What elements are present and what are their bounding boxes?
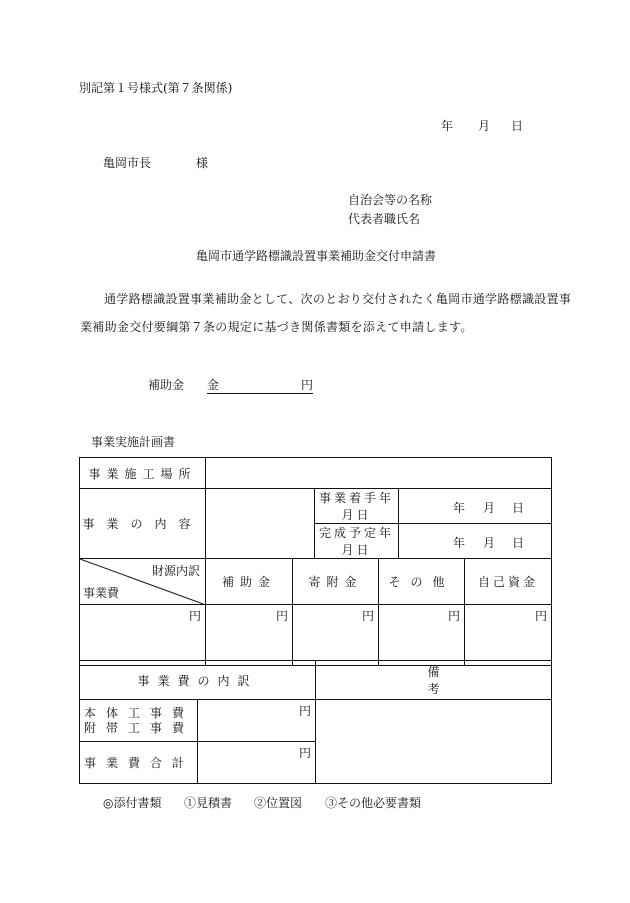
own-funds-amount-cell xyxy=(465,605,552,666)
body-line-1: 通学路標識設置事業補助金として、次のとおり交付されたく亀岡市通学路標識設置事 xyxy=(104,292,572,306)
yen-unit: 円 xyxy=(275,609,288,623)
site-label: 事業施工場所 xyxy=(80,458,206,489)
content-label: 事業の内容 xyxy=(80,489,206,559)
start-day: 日 xyxy=(512,501,525,515)
finish-month: 月 xyxy=(483,536,496,550)
attachment-location-map: ②位置図 xyxy=(254,796,303,810)
attachment-estimate: ①見積書 xyxy=(184,796,233,810)
subsidy-label: 補助金 xyxy=(148,378,185,392)
yen-unit: 円 xyxy=(299,746,312,760)
plan-table xyxy=(79,457,552,666)
finish-date-value xyxy=(399,524,552,559)
remarks-header: 備考 xyxy=(316,661,552,700)
col-subsidy: 補助金 xyxy=(206,559,293,605)
body-line-2: 業補助金交付要綱第７条の規定に基づき関係書類を添えて申請します。 xyxy=(80,320,473,334)
start-date-label: 事業着手年月日 xyxy=(315,489,399,524)
funding-breakdown-label: 財源内訳 xyxy=(151,564,200,578)
subsidy-amount-field xyxy=(207,378,313,394)
attachment-other: ③その他必要書類 xyxy=(325,796,422,810)
remarks-value xyxy=(316,700,552,784)
applicant-rep-label: 代表者職氏名 xyxy=(348,212,421,226)
date-day: 日 xyxy=(511,119,524,133)
total-cost-label: 事業費合計 xyxy=(80,742,198,784)
site-value xyxy=(206,458,552,489)
finish-date-label: 完成予定年月日 xyxy=(315,524,399,559)
cost-total-cell xyxy=(80,605,206,666)
subsidy-kin: 金 xyxy=(207,378,220,392)
yen-unit: 円 xyxy=(299,704,312,718)
yen-unit: 円 xyxy=(447,609,460,623)
attachments-label: ◎添付書類 xyxy=(103,796,162,810)
yen-unit: 円 xyxy=(188,609,201,623)
date-month: 月 xyxy=(478,119,491,133)
cost-breakdown-table xyxy=(79,660,552,784)
col-other: その他 xyxy=(379,559,465,605)
other-amount-cell xyxy=(379,605,465,666)
start-month: 月 xyxy=(483,501,496,515)
date-year: 年 xyxy=(441,119,454,133)
total-cost-value xyxy=(198,742,316,784)
document-title: 亀岡市通学路標識設置事業補助金交付申請書 xyxy=(196,249,437,263)
form-reference: 別記第１号様式(第７条関係) xyxy=(79,81,233,95)
project-cost-label: 事業費 xyxy=(83,586,120,600)
construction-cost-labels xyxy=(80,700,198,742)
start-date-value xyxy=(399,489,552,524)
construction-cost-value xyxy=(198,700,316,742)
col-donation: 寄附金 xyxy=(293,559,379,605)
start-year: 年 xyxy=(453,501,466,515)
addressee-name: 亀岡市長 xyxy=(103,156,152,170)
donation-amount-cell xyxy=(293,605,379,666)
subsidy-amount-cell xyxy=(206,605,293,666)
col-own-funds: 自己資金 xyxy=(465,559,552,605)
funding-diagonal-header xyxy=(80,559,206,605)
ancillary-construction-label: 附帯工事費 xyxy=(84,720,195,735)
yen-unit: 円 xyxy=(361,609,374,623)
applicant-org-label: 自治会等の名称 xyxy=(348,193,433,207)
subsidy-yen: 円 xyxy=(300,378,313,392)
yen-unit: 円 xyxy=(535,609,548,623)
breakdown-header: 事業費の内訳 xyxy=(80,661,316,700)
main-construction-label: 本体工事費 xyxy=(84,705,195,720)
finish-day: 日 xyxy=(512,536,525,550)
plan-heading: 事業実施計画書 xyxy=(91,435,176,449)
content-value xyxy=(206,489,315,559)
finish-year: 年 xyxy=(453,536,466,550)
addressee-honorific: 様 xyxy=(196,156,209,170)
